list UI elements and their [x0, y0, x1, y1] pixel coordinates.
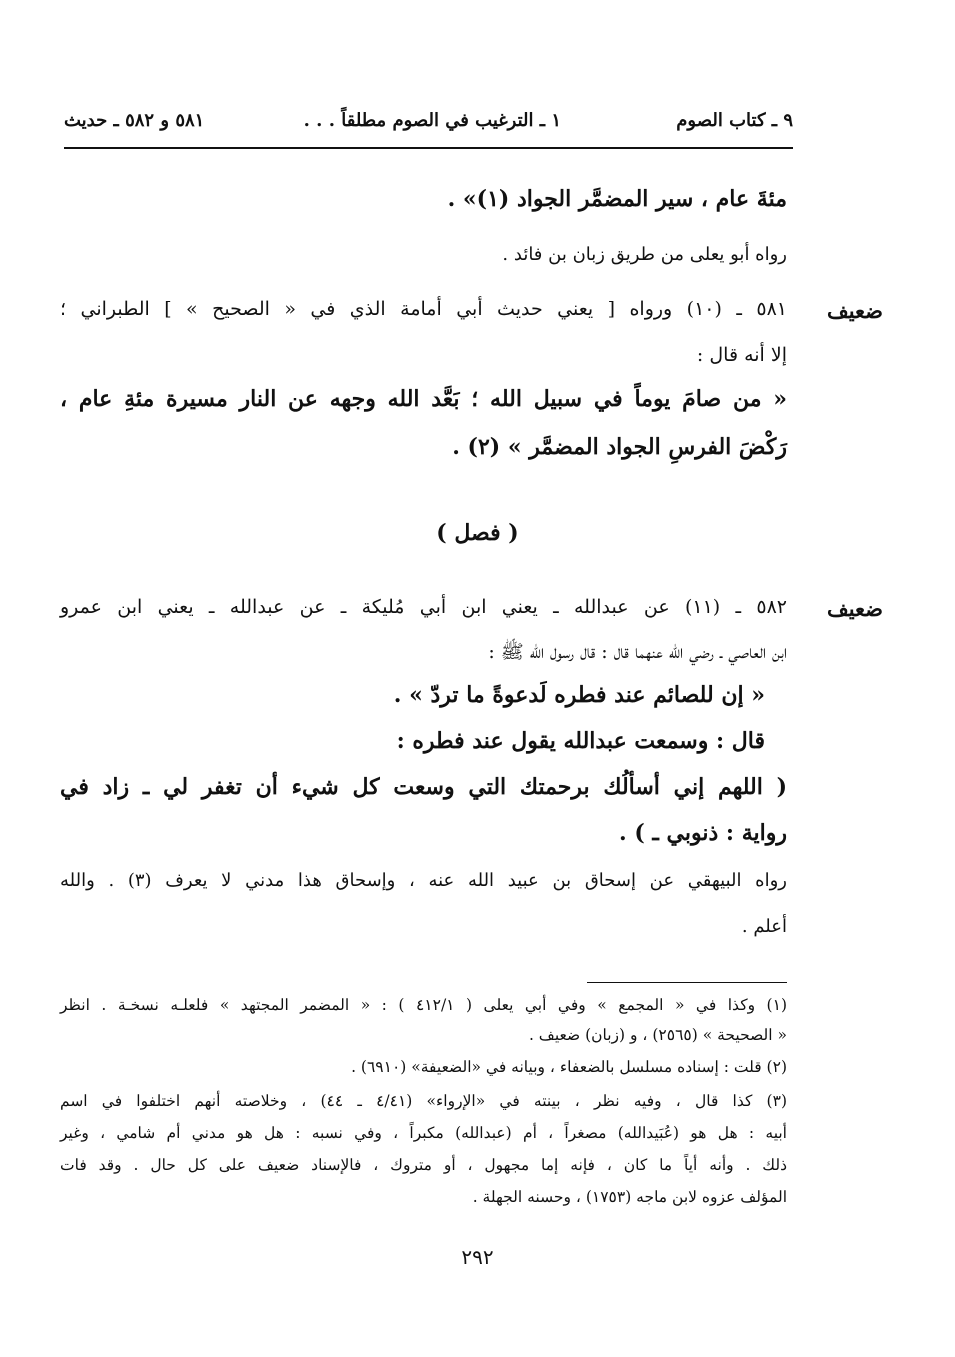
text-line: رواه أبو يعلى من طريق زبان بن فائد .: [502, 244, 787, 265]
footnote-line: (٣) كذا قال ، وفيه نظر ، بينته في «الإرواء» (٤/٤١ ـ ٤٤) ، وخلاصته أنهم اختلفوا في اسم: [60, 1092, 787, 1110]
footnote-line: أبيه : هل هو (عُبَيدالله) مصغراً ، أم (عبدالله) مكبراً ، وفي نسبه : هل هو مدني أم شامي ، وغير: [60, 1124, 787, 1142]
hadith-581-matn: رَكْضَ الفرسِ الجواد المضمَّر » (٢) .: [452, 434, 787, 460]
footnote-line: ذلك . وأنه أياً ما كان ، فإنه إما مجهول ، أو متروك ، فالإسناد ضعيف على كل حال . وقد فات: [60, 1156, 787, 1174]
hadith-582-matn: ( اللهم إني أسألُك برحمتك التي وسعت كل شيء أن تغفر لي ـ زاد في: [60, 774, 787, 800]
footnote-line: (٢) قلت : إسناده مسلسل بالضعفاء ، وبيانه في «الضعيفة» (٦٩١٠) .: [351, 1058, 787, 1076]
running-header: [64, 106, 793, 140]
header-rule: [64, 147, 793, 149]
footnote-line: (١) وكذا في « المجمع » وفي أبي يعلى ( ٤١٢/١ ) : « المضمر المجتهد » فلعلـه نسخـة . انظر: [60, 996, 787, 1014]
footnote-rule: [587, 982, 787, 983]
header-section: ١ ـ الترغيب في الصوم مطلقاً . . .: [303, 110, 561, 131]
section-heading: ( فصل ): [436, 520, 519, 546]
grade-label: ضعيف: [826, 298, 883, 323]
hadith-582-matn: قال : وسمعت عبدالله يقول عند فطره :: [396, 728, 765, 754]
hadith-582-line: ابن العاصي ـ رضي الله عنهما قال : قال رسول الله ﷺ :: [488, 641, 787, 663]
page-number: ٢٩٢: [461, 1245, 494, 1269]
header-hadith-range: ٥٨١ و ٥٨٢ ـ حديث: [64, 110, 205, 131]
hadith-582-line: أعلم .: [741, 916, 787, 937]
hadith-581-line: إلا أنه قال :: [696, 344, 787, 366]
grade-label: ضعيف: [826, 596, 883, 621]
footnote-line: « الصحيحة » (٢٥٦٥) ، و (زبان) ضعيف .: [528, 1026, 787, 1044]
hadith-581-line: ٥٨١ ـ (١٠) ورواه [ يعني حديث أبي أمامة الذي في « الصحيح » ] الطبراني ؛: [60, 298, 788, 320]
hadith-582-line: رواه البيهقي عن إسحاق بن عبيد الله عنه ، وإسحاق هذا مدني لا يعرف (٣) . والله: [60, 870, 787, 891]
footnote-line: المؤلف عزوه لابن ماجه (١٧٥٣) ، وحسنه الجهلة .: [472, 1188, 787, 1206]
hadith-582-line: ٥٨٢ ـ (١١) عن عبدالله ـ يعني ابن أبي مُليكة ـ عن عبدالله ـ يعني ابن عمرو: [60, 596, 787, 618]
header-chapter: ٩ ـ كتاب الصوم: [676, 110, 793, 131]
text-line: مئةَ عام ، سير المضمَّر الجواد (١)» .: [447, 186, 787, 212]
hadith-582-matn: رواية : ذنوبي ـ ) .: [619, 820, 787, 846]
hadith-582-matn: « إن للصائم عند فطره لَدعوةً ما تردّ » .: [393, 682, 765, 708]
hadith-581-matn: « من صامَ يوماً في سبيل الله ؛ بَعَّد الله وجهه عن النار مسيرة مئةِ عام ،: [60, 386, 787, 412]
